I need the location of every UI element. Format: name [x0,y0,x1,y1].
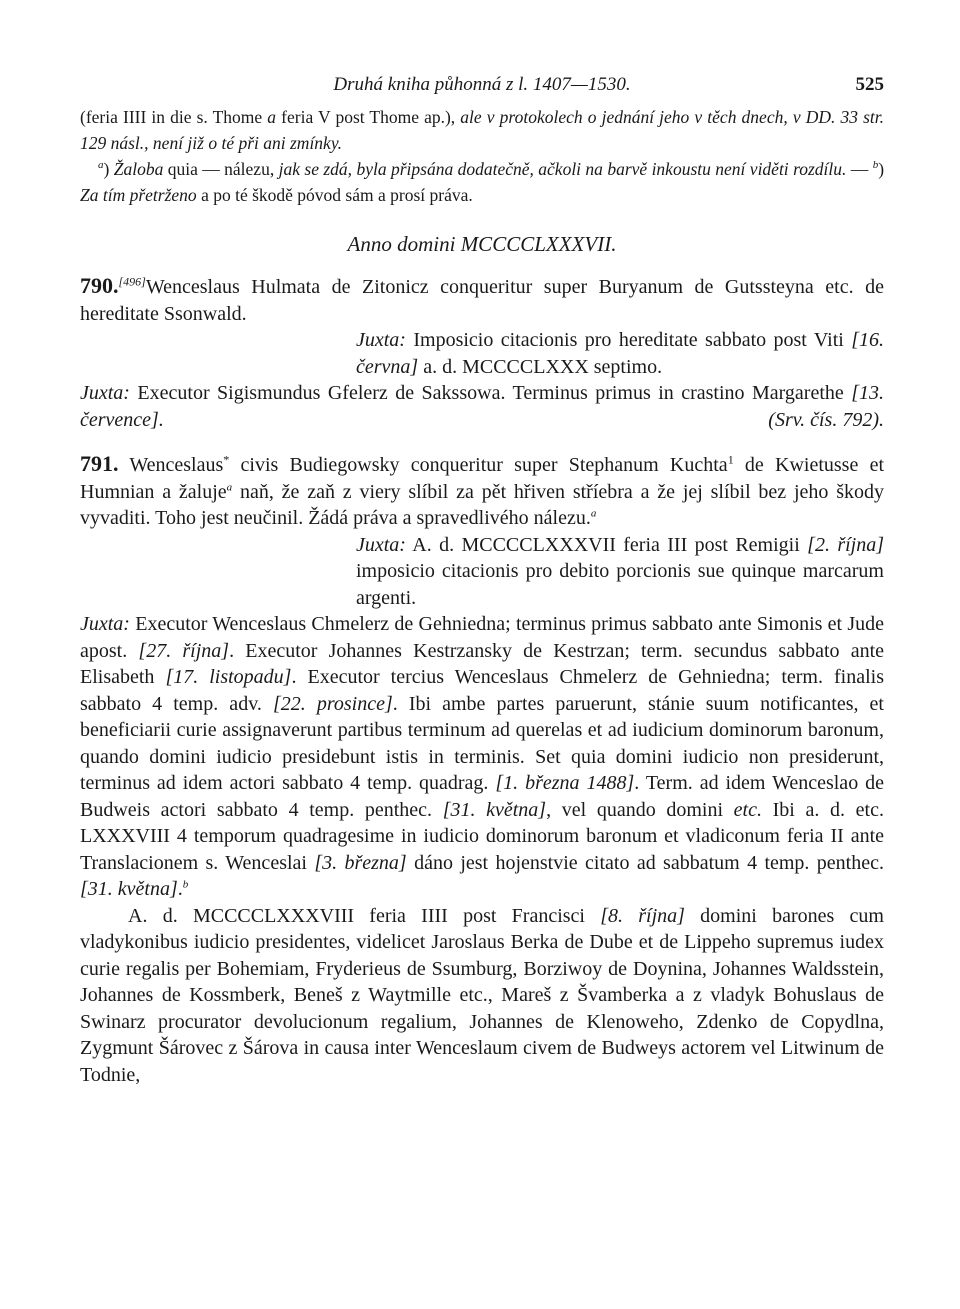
date-gloss: [16. června] [356,329,884,378]
date-gloss: [22. prosince] [272,692,393,715]
date-gloss: [31. května] [80,878,178,900]
juxta-text: Executor Sigismundus Gfelerz de Sakssowa. Terminus primus in crastino Margarethe [129,382,852,404]
document-page [80,70,884,1088]
running-title: Druhá kniha půhonná z l. 1407—1530. [333,74,631,95]
entry-number: 791. [80,451,119,476]
juxta-note [80,380,884,433]
date-gloss: [8. října] [600,904,685,927]
footnote-text: a po té škodě póvod sám a prosí práva. [196,185,473,205]
juxta-text: Imposicio citacionis pro hereditate sabbato post Viti [405,329,852,351]
juxta-text: . [177,878,183,900]
date-gloss: [31. května] [442,798,547,821]
footnote-text-italic: a [267,107,277,127]
entry-text: Wenceslaus Hulmata de Zitonicz conqueritur super Buryanum de Gutssteyna etc. de hereditate Ssonwald. [80,276,884,325]
juxta-note [356,532,884,612]
date-gloss: [2. října] [807,533,885,556]
date-gloss: [3. března] [314,851,407,874]
date-gloss: [13. července]. [80,382,884,431]
juxta-text: a. d. MCCCCLXXX septimo. [418,355,663,378]
juxta-text: Executor Wenceslaus Chmelerz de Gehniedna; terminus primus sabbato ante Simonis et Jude apost. [80,613,884,662]
footnote-mark-1: 1 [727,452,734,467]
juxta-text: . Ibi ambe partes paruerunt, stánie suum notificantes, et beneficiarii curie assignaverunt partibus terminum ad querelas et ad iudicium dominorum baronum, quando domini iudicio presidebunt istis in terminis. Set quia domini iudicio non presiderunt, terminus ad idem actori sabbato 4 temp. quadrag. [80,692,884,794]
entry-number: 790. [80,273,119,298]
juxta-text: imposicio citacionis pro debito porcionis sue quinque marcarum argenti. [356,560,884,609]
juxta-label: Juxta: [80,382,130,404]
juxta-text: , vel quando domini [546,798,734,821]
footnote-text: feria V post Thome ap.), [276,107,461,127]
note-mark-a: a [226,480,233,493]
juxta-label: Juxta: [356,533,406,556]
cross-reference: (Srv. čís. 792). [768,408,884,431]
footnote-text-italic: Za tím přetrženo [80,185,197,205]
juxta-text: A. d. MCCCCLXXXVII feria III post Remigii [405,533,808,556]
footnote-text: quia — nálezu, [163,159,279,179]
footnote-text: (feria IIII in die s. Thome [80,107,268,127]
entry-790 [80,273,884,327]
juxta-note [356,327,884,380]
page-header [80,70,884,104]
footnote-text-italic: ale v protokolech o jednání jeho v těch dnech, v DD. 33 str. 129 násl., není již o té při ani zmínky. [80,107,884,153]
footnote-mark-b: b [872,159,879,172]
note-mark-a: a [590,507,597,520]
asterisk-mark: * [223,452,230,467]
juxta-label: Juxta: [80,613,130,635]
juxta-text: . Executor Johannes Kestrzansky de Kestrzan; term. secundus sabbato ante Elisabeth [80,639,884,688]
footnote-text-italic: Žaloba [113,159,164,179]
entry-791 [80,451,884,532]
footnote-a: $^a$) Žaloba quia — nálezu, jak se zdá, byla připsána dodatečně, ačkoli na barvě inkoustu není viděti rozdílu. — $^b$) Za tím přetrženo a po té škodě póvod sám a prosí práva. [80,159,885,205]
entry-text: naň, že zaň z viery slíbil za pět hřiven stříebra a že jej slíbil bez jeho škody vyvaditi. Toho jest neučinil. Žádá práva a spravedlivého nálezu. [80,480,885,529]
juxta-label: Juxta: [356,329,406,351]
page-number: 525 [855,74,884,95]
date-gloss: [17. listopadu] [165,666,292,688]
date-gloss: [27. října] [138,639,230,662]
paragraph-text: domini barones cum vladykonibus iudicio presidentes, videlicet Jaroslaus Berka de Dube et de Lippeho supremus iudex curie regalis per Bohemiam, Fryderieus de Ssumburg, Borziwoy de Doynina, Johannes Waldsstein, Johannes de Kossmberk, Beneš z Waytmille etc., Mareš z Švamberka a z vladyk Bohuslaus de Swinarz procurator devolucionum regalium, Johannes de Klenoweho, Zdenko de Copydlna, Zygmunt Šárovec z Šárova in causa inter Wenceslaum civem de Budweys actorem vel Litwinum de Todnie, [80,904,884,1086]
juxta-text: Ibi a. d. etc. LXXXVIII 4 temporum quadragesime in iudicio dominorum baronum et vladiconum feria II ante Translacionem s. Wenceslai [80,798,884,874]
year-heading: Anno domini MCCCCLXXXVII. [347,232,617,256]
etc-italic: etc. [733,798,762,821]
entry-text: Wenceslaus [118,454,224,476]
footnote-separator: — [846,159,873,179]
date-gloss: [1. března 1488] [495,772,635,794]
note-mark-b: b [182,878,189,891]
paragraph-text: A. d. MCCCCLXXXVIII feria IIII post Francisci [128,904,601,927]
footnote-mark-a: a [98,159,104,172]
judgment-paragraph [80,903,884,1089]
juxta-text: . Term. ad idem Wenceslao de Budweis actori sabbato 4 temp. penthec. [80,772,885,821]
juxta-text: . Executor tercius Wenceslaus Chmelerz de Gehniedna; term. finalis sabbato 4 temp. adv. [80,666,884,715]
footnote-text-italic: jak se zdá, byla připsána dodatečně, ačkoli na barvě inkoustu není viděti rozdílu. [278,159,847,179]
entry-text: de Kwietusse et Humnian a žaluje [80,454,885,503]
footnote-continuation [80,104,884,156]
folio-ref: [496] [118,274,146,289]
entry-text: civis Budiegowsky conqueritur super Stephanum Kuchta [229,454,728,476]
juxta-text: dáno jest hojenstvie citato ad sabbatum 4 temp. penthec. [406,851,884,874]
juxta-note [80,611,884,903]
